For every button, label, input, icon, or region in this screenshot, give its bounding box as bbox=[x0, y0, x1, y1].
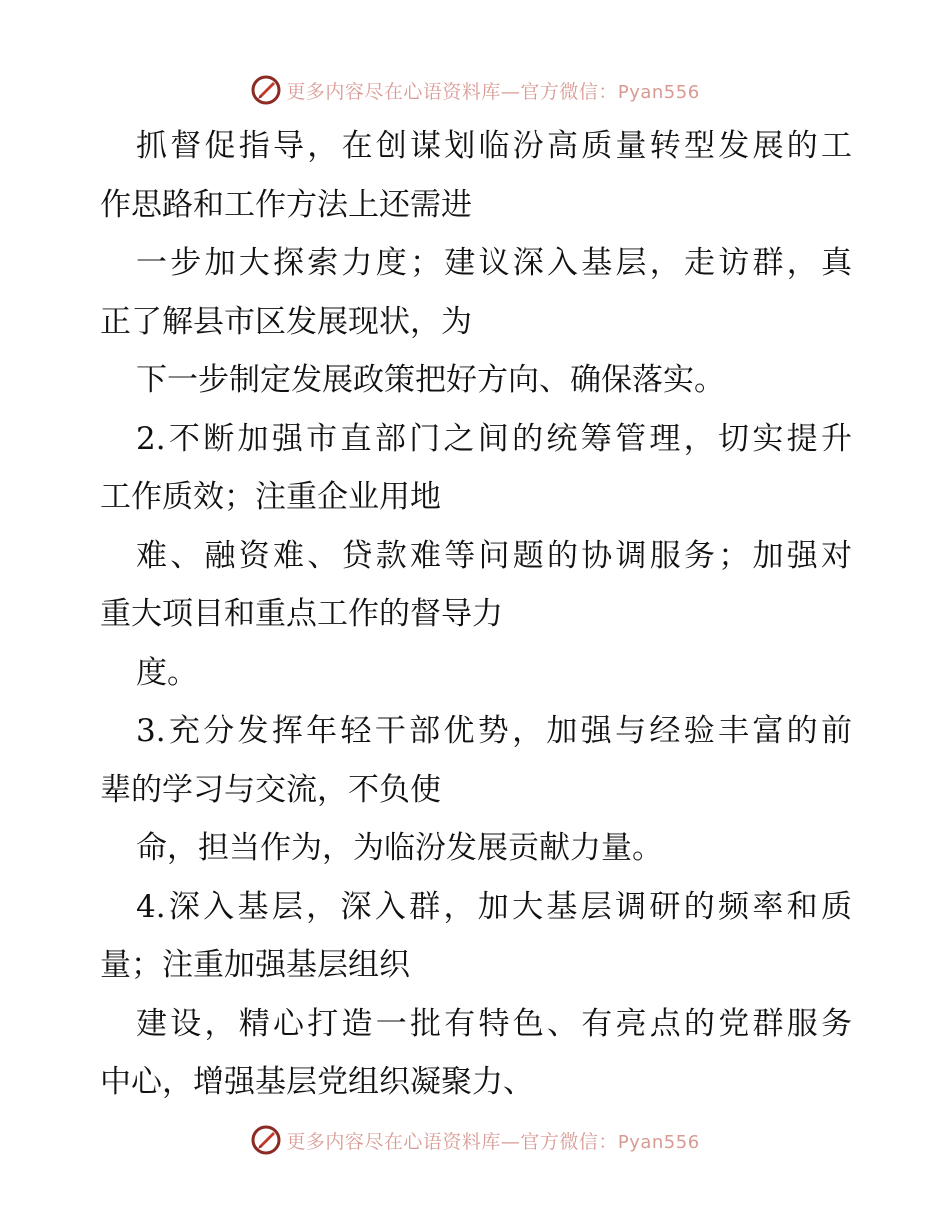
logo-icon bbox=[250, 74, 282, 106]
text-line: 重大项目和重点工作的督导力 bbox=[100, 596, 503, 632]
document-body bbox=[100, 117, 852, 1112]
footer-banner-text: 更多内容尽在心语资料库—官方微信：Pyan556 bbox=[286, 1130, 700, 1153]
text-line: 一步加大探索力度；建议深入基层，走访群，真 bbox=[136, 245, 852, 281]
text-line: 度。 bbox=[136, 654, 198, 691]
text-line: 下一步制定发展政策把好方向、确保落实。 bbox=[136, 362, 725, 398]
header-banner-account: Pyan556 bbox=[617, 81, 700, 103]
text-line: 4.深入基层，深入群，加大基层调研的频率和质 bbox=[136, 888, 852, 925]
text-line: 抓督促指导，在创谋划临汾高质量转型发展的工 bbox=[136, 128, 852, 164]
text-line: 难、融资难、贷款难等问题的协调服务；加强对 bbox=[136, 537, 852, 574]
text-line: 作思路和工作方法上还需进 bbox=[100, 186, 472, 223]
header-banner-text: 更多内容尽在心语资料库—官方微信：Pyan556 bbox=[286, 80, 700, 103]
header-banner bbox=[0, 70, 950, 110]
text-line: 建设，精心打造一批有特色、有亮点的党群服务 bbox=[136, 1005, 852, 1042]
text-line: 3.充分发挥年轻干部优势，加强与经验丰富的前 bbox=[136, 713, 852, 749]
logo-icon bbox=[250, 1124, 282, 1156]
text-line: 辈的学习与交流，不负使 bbox=[100, 771, 441, 808]
text-line: 工作质效；注重企业用地 bbox=[100, 479, 441, 515]
text-line: 量；注重加强基层组织 bbox=[100, 947, 410, 983]
text-line: 2.不断加强市直部门之间的统筹管理，切实提升 bbox=[136, 420, 852, 457]
text-line: 命，担当作为，为临汾发展贡献力量。 bbox=[136, 830, 663, 866]
footer-banner bbox=[0, 1120, 950, 1160]
text-line: 中心，增强基层党组织凝聚力、 bbox=[100, 1064, 534, 1100]
text-line: 正了解县市区发展现状，为 bbox=[100, 303, 472, 340]
footer-banner-account: Pyan556 bbox=[617, 1131, 700, 1153]
